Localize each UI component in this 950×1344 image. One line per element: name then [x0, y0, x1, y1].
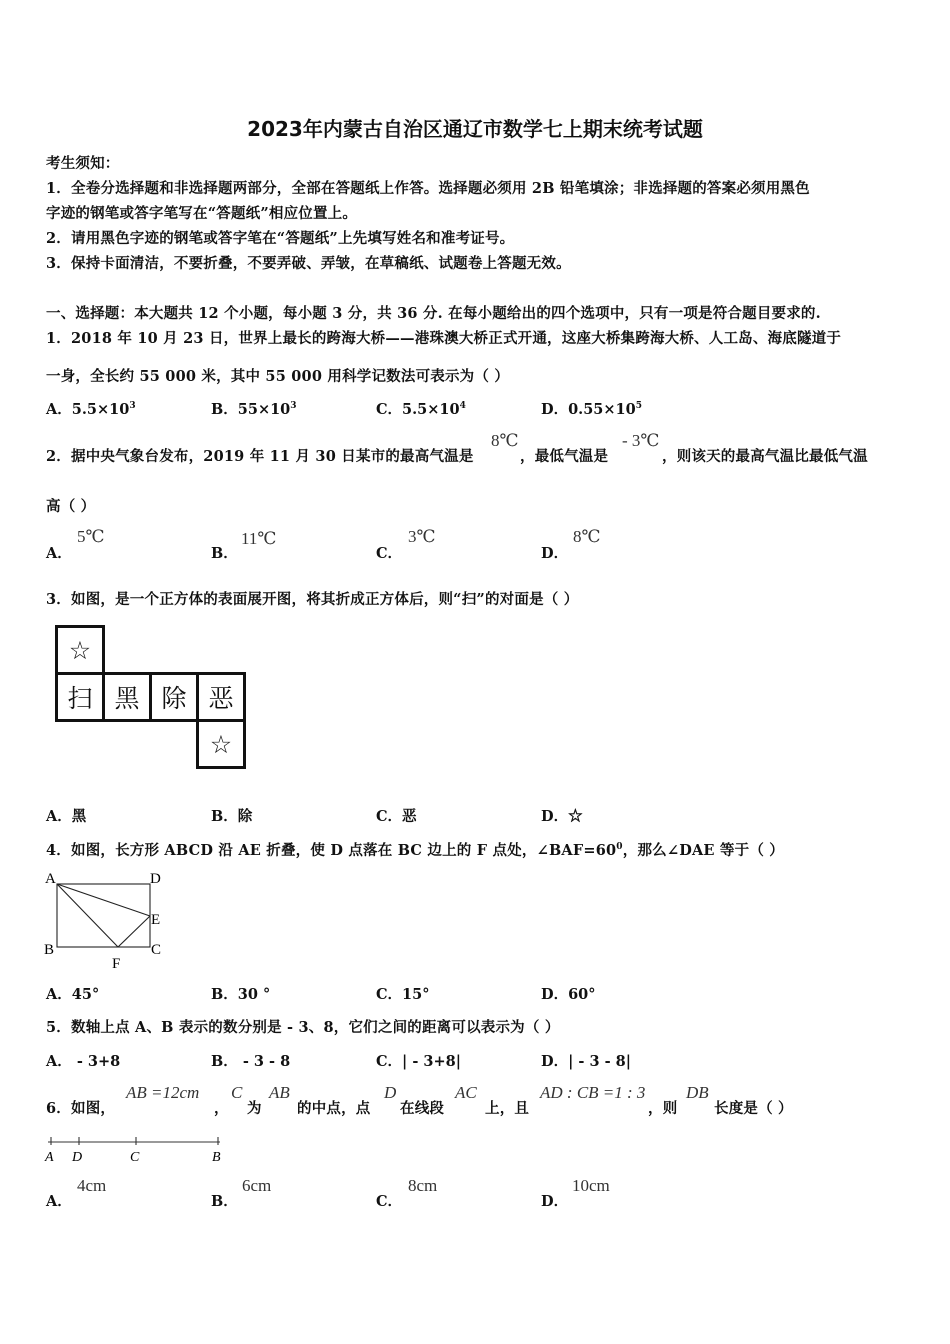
q2-low-temp: - 3℃	[622, 431, 660, 450]
q6-and-text: 上，且	[485, 1100, 530, 1117]
q1-option-b[interactable]: B．$55\times 10^3$	[211, 401, 297, 418]
q1-option-d[interactable]: D．$0.55\times 10^5$	[541, 401, 642, 418]
q6-comma: ，	[214, 1100, 229, 1117]
q3-option-c[interactable]: C．恶	[376, 808, 417, 825]
q2-option-b-label[interactable]: B．	[211, 545, 238, 562]
notice-item-2: 2．请用黑色字迹的钢笔或答字笔在“答题纸”上先填写姓名和准考证号。	[46, 230, 515, 247]
q6-wei: 为	[247, 1100, 262, 1117]
rectangle-abcd	[57, 884, 150, 947]
q6-option-d-value: 10cm	[572, 1176, 610, 1195]
q2-option-a-label[interactable]: A．	[46, 545, 72, 562]
line-label-a: A	[45, 1150, 54, 1165]
number-line-figure	[40, 1133, 230, 1167]
q6-option-c-value: 8cm	[408, 1176, 438, 1195]
q2-option-d-value: 8℃	[573, 527, 601, 546]
q4-option-c[interactable]: C．15°	[376, 986, 430, 1003]
q3-text: 3．如图，是一个正方体的表面展开图，将其折成正方体后，则“扫”的对面是（ ）	[46, 591, 579, 608]
q5-option-c[interactable]: C．| - 3+8|	[376, 1053, 462, 1070]
notice-item-3: 3．保持卡面清洁，不要折叠，不要弄破、弄皱，在草稿纸、试题卷上答题无效。	[46, 255, 571, 272]
q5-option-b[interactable]: B． - 3 - 8	[211, 1053, 291, 1070]
q3-option-a[interactable]: A．黑	[46, 808, 87, 825]
q6-point-d: D	[384, 1083, 397, 1102]
label-c: C	[151, 942, 162, 958]
segment-af	[57, 884, 118, 947]
q6-option-a-label[interactable]: A．	[46, 1193, 72, 1210]
q6-ab-length: AB =12cm	[126, 1083, 200, 1102]
page-title: 2023年内蒙古自治区通辽市数学七上期末统考试题	[247, 117, 703, 141]
notice-item-1-line-1: 1．全卷分选择题和非选择题两部分，全部在答题纸上作答。选择题必须用 2B 铅笔填涂；非选择题的答案必须用黑色	[46, 180, 810, 197]
q5-option-d[interactable]: D．| - 3 - 8|	[541, 1053, 632, 1070]
q2-line-2: 高（ ）	[46, 498, 96, 515]
segment-fe	[118, 916, 150, 947]
q2-high-temp: 8℃	[491, 431, 519, 450]
line-label-b: B	[212, 1150, 221, 1165]
section-header: 一、选择题：本大题共 12 个小题，每小题 3 分，共 36 分. 在每小题给出的四个选项中，只有一项是符合题目要求的.	[46, 305, 821, 322]
net-cell-star-bottom: ☆	[198, 721, 245, 768]
q5-option-a[interactable]: A． - 3+8	[46, 1053, 121, 1070]
q4-option-d[interactable]: D．60°	[541, 986, 596, 1003]
q6-option-c-label[interactable]: C．	[376, 1193, 403, 1210]
q6-lead: 6．如图，	[46, 1100, 116, 1117]
label-b: B	[44, 942, 55, 958]
q6-segment-ac: AC	[455, 1083, 477, 1102]
q2-option-a-value: 5℃	[77, 527, 105, 546]
q6-point-c: C	[231, 1083, 243, 1102]
q4-option-a[interactable]: A．45°	[46, 986, 100, 1003]
q1-option-c[interactable]: C．$5.5\times 10^4$	[376, 401, 466, 418]
q3-option-d[interactable]: D．☆	[541, 808, 583, 825]
q1-line-2: 一身，全长约 55 000 米，其中 55 000 用科学记数法可表示为（ ）	[46, 368, 510, 385]
segment-ae	[57, 884, 150, 916]
q6-segment-ab: AB	[269, 1083, 290, 1102]
q6-ratio: AD : CB =1 : 3	[540, 1083, 646, 1102]
q6-then-text: ，则	[648, 1100, 678, 1117]
q6-option-b-value: 6cm	[242, 1176, 272, 1195]
q6-on-segment-text: 在线段	[400, 1100, 445, 1117]
q2-option-c-value: 3℃	[408, 527, 436, 546]
net-cell-hei: 黑	[104, 674, 151, 721]
net-cell-star-top: ☆	[57, 627, 104, 674]
label-e: E	[151, 912, 161, 928]
line-label-d: D	[72, 1150, 83, 1165]
q1-option-a[interactable]: A．$5.5\times 10^3$	[46, 401, 136, 418]
cube-net-figure	[55, 625, 246, 769]
q2-text-part-1: 2．据中央气象台发布，2019 年 11 月 30 日某市的最高气温是	[46, 448, 474, 465]
q2-text-part-3: ，则该天的最高气温比最低气温	[662, 448, 868, 465]
q6-option-d-label[interactable]: D．	[541, 1193, 569, 1210]
net-cell-chu: 除	[151, 674, 198, 721]
notice-heading: 考生须知：	[46, 155, 120, 172]
q4-option-b[interactable]: B．30 °	[211, 986, 271, 1003]
line-label-c: C	[130, 1150, 140, 1165]
q6-tail-text: 长度是（ ）	[714, 1100, 793, 1117]
net-cell-e: 恶	[198, 674, 245, 721]
rectangle-fold-figure	[40, 866, 170, 972]
q2-option-d-label[interactable]: D．	[541, 545, 569, 562]
q1-line-1: 1．2018 年 10 月 23 日，世界上最长的跨海大桥——港珠澳大桥正式开通，这座大桥集跨海大桥、人工岛、海底隧道于	[46, 330, 842, 347]
q6-midpoint-text: 的中点，点	[297, 1100, 371, 1117]
label-a: A	[45, 871, 56, 887]
q3-option-b[interactable]: B．除	[211, 808, 253, 825]
q2-option-b-value: 11℃	[241, 529, 277, 548]
label-f: F	[112, 956, 121, 972]
q4-text: 4．如图，长方形 ABCD 沿 AE 折叠，使 D 点落在 BC 边上的 F 点处，$\angle BAF=60^0$，那么∠DAE 等于（ ）	[46, 842, 784, 859]
q5-text: 5．数轴上点 A、B 表示的数分别是 - 3、8，它们之间的距离可以表示为（ ）	[46, 1019, 560, 1036]
q2-option-c-label[interactable]: C．	[376, 545, 403, 562]
q6-option-a-value: 4cm	[77, 1176, 107, 1195]
notice-item-1-line-2: 字迹的钢笔或答字笔写在“答题纸”相应位置上。	[46, 205, 358, 222]
q2-text-part-2: ，最低气温是	[520, 448, 609, 465]
net-cell-sao: 扫	[57, 674, 104, 721]
label-d: D	[150, 871, 161, 887]
q6-segment-db: DB	[686, 1083, 709, 1102]
q6-option-b-label[interactable]: B．	[211, 1193, 238, 1210]
